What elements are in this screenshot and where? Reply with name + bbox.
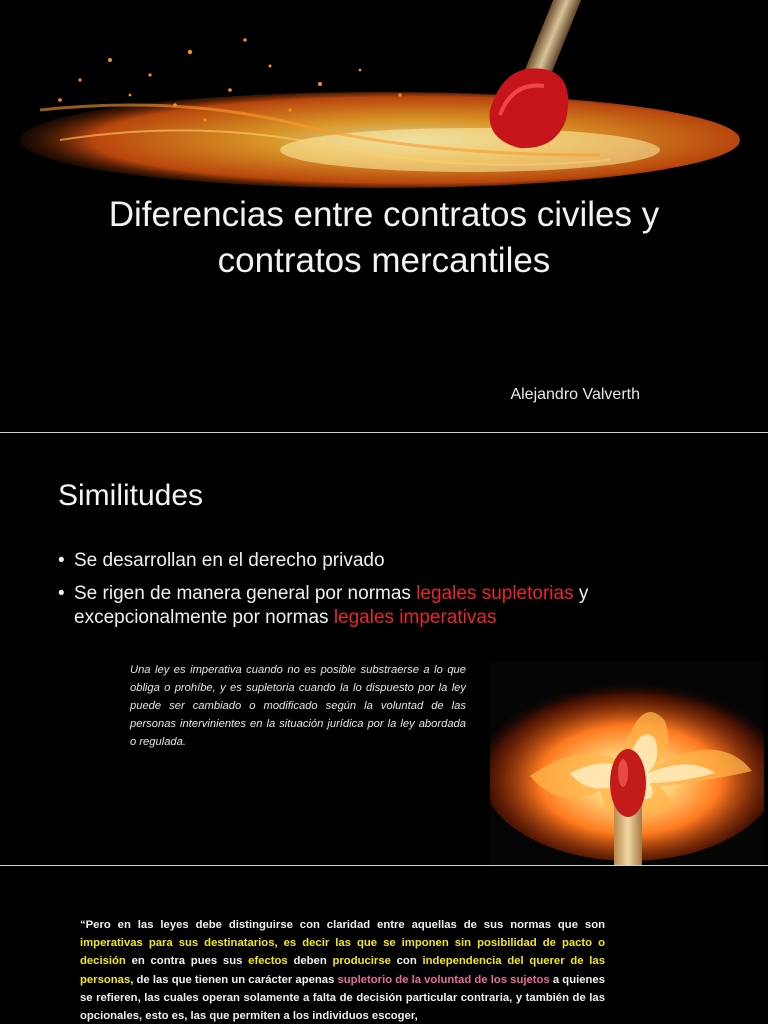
quote-highlight: efectos: [248, 955, 288, 968]
match-fire-illustration: [0, 0, 768, 220]
definition-note: Una ley es imperativa cuando no es posible substraerse a lo que obliga o prohíbe, y es supletoria cuando la lo dispuesto por la ley puede ser cambiado o modificado según la voluntad de las personas intervinientes en la situación jurídica por la ley abordada o regulada.: [130, 664, 466, 748]
quote-highlight: producirse: [332, 955, 391, 968]
slide-title-text: Diferencias entre contratos civiles y contratos mercantiles: [108, 195, 660, 280]
quote-text: en contra pues sus: [125, 955, 249, 968]
slide-heading: Similitudes: [58, 479, 204, 512]
bullet-list: [58, 549, 698, 639]
slide-similitudes: [0, 433, 768, 865]
quote-text: a quienes se refieren, las cuales operan solamente a falta de decisión particular contraria, y también de las opcionales, esto es, las que permiten a los individuos escoger,: [80, 973, 605, 1023]
author-name: Alejandro Valverth: [510, 386, 640, 403]
quote-text: deben: [287, 955, 333, 968]
quote-text: , de las que tienen un carácter apenas: [130, 973, 338, 986]
bullet-text: Se rigen de manera general por normas: [74, 583, 417, 604]
slide-title: [0, 0, 768, 432]
quote-highlight: independencia del querer de las personas: [80, 955, 605, 986]
bullet-text: Se desarrollan en el derecho privado: [74, 550, 385, 571]
burning-match-photo: [490, 661, 764, 865]
bullet-text: y excepcionalmente por normas: [74, 583, 589, 628]
highlight-supletorias: legales supletorias: [416, 583, 574, 604]
quote-text: con: [390, 955, 423, 968]
bullet-item: [58, 549, 698, 573]
bullet-item: [58, 582, 698, 630]
slide-quote: [0, 866, 768, 1024]
quote-text: “Pero en las leyes debe distinguirse con claridad entre aquellas de sus normas que son: [80, 919, 605, 931]
highlight-imperativas: legales imperativas: [333, 607, 497, 628]
quote-highlight: imperativas para sus destinatarios, es decir las que se imponen sin posibilidad de pacto o decisión: [80, 937, 605, 968]
quote-highlight-pink: supletorio de la voluntad de los sujetos: [337, 973, 550, 986]
quote-paragraph: [80, 916, 605, 1024]
